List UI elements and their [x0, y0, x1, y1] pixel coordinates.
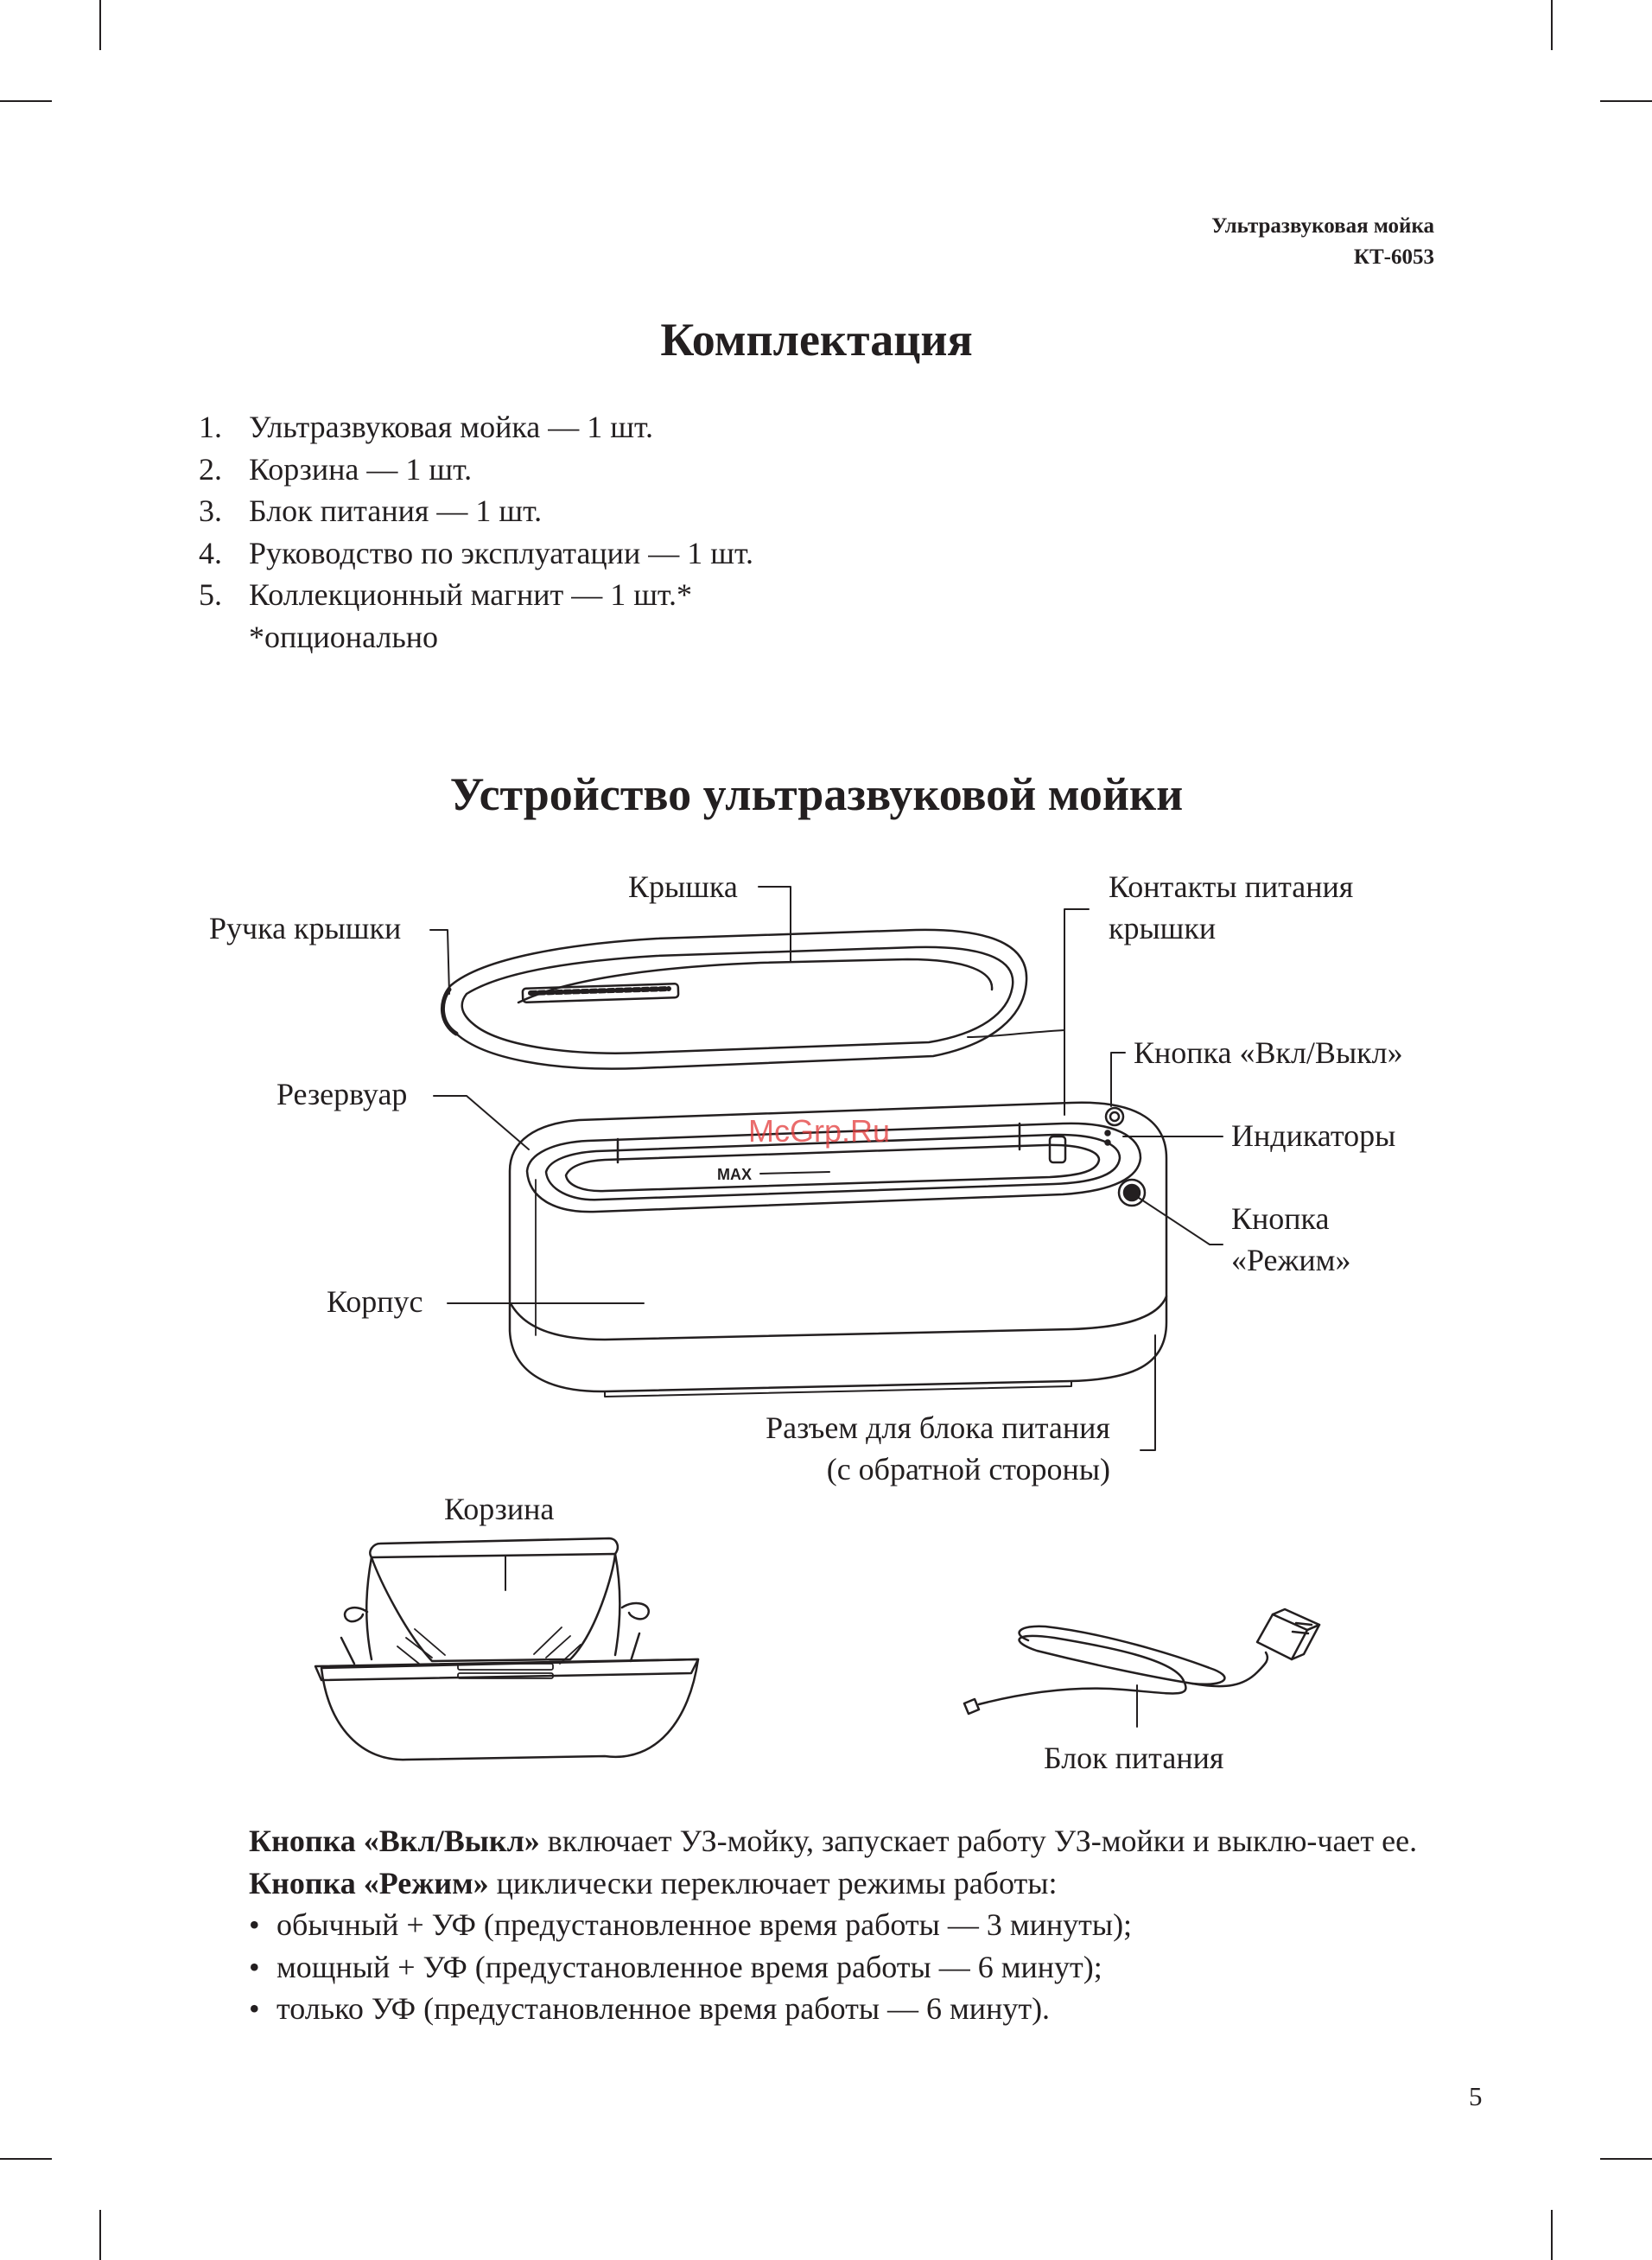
mode-list-item: • только УФ (предустановленное время работы — 6 минут).: [199, 1988, 1434, 2030]
mode-list-text: обычный + УФ (предустановленное время работы — 3 минуты);: [276, 1907, 1133, 1942]
label-lid-handle: Ручка крышки: [209, 911, 402, 945]
power-button-description: [199, 1820, 1434, 1862]
watermark: McGrp.Ru: [748, 1113, 891, 1149]
header-product: Ультразвуковая мойка: [1211, 214, 1434, 238]
label-body: Корпус: [327, 1284, 423, 1319]
list-item-number: 5.: [199, 577, 222, 612]
header-model: КТ-6053: [1353, 245, 1434, 269]
leader-lines: [430, 887, 1223, 1727]
mode-list-text: только УФ (предустановленное время работы — 6 минут).: [276, 1991, 1051, 2026]
label-power-socket-line2: (с обратной стороны): [826, 1452, 1110, 1487]
power-supply-drawing: [964, 1609, 1319, 1714]
label-lid-contacts-line1: Контакты питания: [1109, 869, 1354, 904]
list-item-number: 1.: [199, 410, 222, 444]
power-button-text: включает УЗ-мойку, запускает работу УЗ-мойки и выклю-чает ее.: [539, 1824, 1418, 1858]
list-item-text: Ультразвуковая мойка — 1 шт.: [249, 410, 654, 444]
label-power-socket: [0, 1407, 1110, 1490]
description: [199, 1820, 1434, 2030]
label-mode-button-line2: «Режим»: [1231, 1243, 1351, 1277]
basket-drawing: [315, 1538, 698, 1760]
max-mark: MAX: [717, 1166, 752, 1183]
mode-button-description: [199, 1862, 1434, 1905]
label-mode-button-line1: Кнопка: [1231, 1201, 1330, 1236]
list-item-text: Руководство по эксплуатации — 1 шт.: [249, 535, 753, 570]
device-title: Устройство ультразвуковой мойки: [449, 768, 1184, 820]
list-item-text: Коллекционный магнит — 1 шт.*: [249, 577, 692, 612]
label-indicators: Индикаторы: [1231, 1118, 1396, 1153]
power-button-term: Кнопка «Вкл/Выкл»: [249, 1824, 540, 1858]
contents-title: Комплектация: [660, 314, 973, 366]
lid-drawing: [442, 930, 1026, 1069]
label-power-button: Кнопка «Вкл/Выкл»: [1134, 1035, 1403, 1070]
mode-list-text: мощный + УФ (предустановленное время работы — 6 минут);: [276, 1949, 1102, 1984]
mode-list-item: • мощный + УФ (предустановленное время работы — 6 минут);: [199, 1946, 1434, 1989]
mode-button-term: Кнопка «Режим»: [249, 1865, 489, 1900]
optional-note: *опционально: [249, 619, 439, 654]
list-item-number: 2.: [199, 451, 222, 487]
list-item-text: Блок питания — 1 шт.: [249, 493, 543, 528]
list-item-number: 4.: [199, 535, 222, 570]
label-power-supply: Блок питания: [1044, 1741, 1224, 1775]
page-number: 5: [1469, 2081, 1483, 2111]
label-basket: Корзина: [444, 1492, 555, 1526]
list-item-text: Корзина — 1 шт.: [249, 451, 473, 487]
label-lid-contacts: [1109, 866, 1353, 949]
mode-button-text: циклически переключает режимы работы:: [488, 1865, 1058, 1900]
mode-list-item: • обычный + УФ (предустановленное время работы — 3 минуты);: [199, 1904, 1434, 1946]
label-power-socket-line1: Разъем для блока питания: [766, 1410, 1110, 1445]
list-item-number: 3.: [199, 493, 222, 528]
label-lid-contacts-line2: крышки: [1109, 911, 1217, 945]
label-reservoir: Резервуар: [276, 1077, 408, 1111]
label-mode-button: [1231, 1198, 1350, 1281]
label-lid: Крышка: [628, 869, 738, 904]
